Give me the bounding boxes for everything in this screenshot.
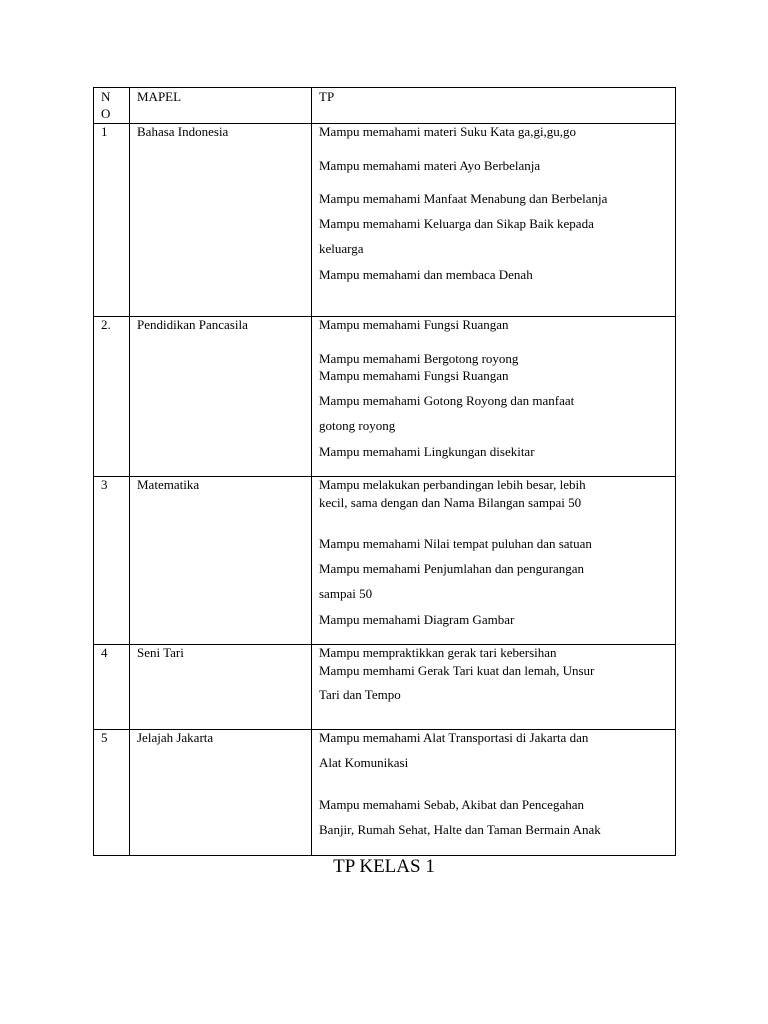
tp-line: sampai 50 [319, 586, 373, 601]
row-no-text: 2. [101, 317, 111, 332]
table-row [94, 124, 676, 317]
tp-line: Mampu mempraktikkan gerak tari kebersihan [319, 645, 557, 660]
tp-line: Mampu memahami Manfaat Menabung dan Berbelanja [319, 191, 608, 206]
table-row [94, 730, 676, 856]
tp-line: Mampu memhami Gerak Tari kuat dan lemah, Unsur [319, 662, 595, 678]
tp-line: Mampu memahami Fungsi Ruangan [319, 317, 509, 332]
row-no [94, 730, 130, 856]
tp-line: Mampu memahami Bergotong royong [319, 350, 519, 366]
tp-line: Mampu memahami Lingkungan disekitar [319, 443, 535, 459]
row-no-text: 1 [101, 124, 108, 139]
tp-line: Banjir, Rumah Sehat, Halte dan Taman Bermain Anak [319, 821, 601, 837]
row-tp [312, 645, 676, 730]
row-mapel [130, 645, 312, 730]
tp-line: keluarga [319, 241, 364, 256]
tp-line: Mampu memahami Gotong Royong dan manfaat [319, 392, 575, 408]
tp-line: kecil, sama dengan dan Nama Bilangan sampai 50 [319, 494, 582, 510]
header-tp [312, 88, 676, 124]
row-no [94, 477, 130, 645]
row-tp [312, 124, 676, 317]
row-mapel-text: Seni Tari [137, 645, 184, 660]
tp-line: Mampu memahami Nilai tempat puluhan dan satuan [319, 536, 592, 551]
table-row [94, 645, 676, 730]
tp-line: Tari dan Tempo [319, 687, 401, 702]
row-no-text: 5 [101, 730, 108, 745]
row-mapel-text: Matematika [137, 477, 200, 492]
table-row [94, 317, 676, 477]
header-mapel-label: MAPEL [137, 89, 182, 104]
tp-line: Mampu memahami materi Ayo Berbelanja [319, 157, 541, 173]
table-row [94, 477, 676, 645]
row-tp [312, 477, 676, 645]
row-no-text: 3 [101, 477, 108, 492]
tp-line: Mampu melakukan perbandingan lebih besar, lebih [319, 477, 586, 492]
row-tp [312, 730, 676, 856]
row-mapel-text: Bahasa Indonesia [137, 124, 229, 139]
row-mapel [130, 477, 312, 645]
tp-table [93, 87, 676, 856]
tp-line: Alat Komunikasi [319, 754, 409, 770]
row-no [94, 645, 130, 730]
header-no [94, 88, 130, 124]
row-mapel [130, 317, 312, 477]
tp-line: Mampu memahami Diagram Gambar [319, 611, 515, 627]
header-tp-label: TP [319, 89, 335, 104]
row-tp [312, 317, 676, 477]
row-mapel-text: Jelajah Jakarta [137, 730, 214, 745]
tp-line: Mampu memahami Keluarga dan Sikap Baik kepada [319, 215, 594, 231]
header-mapel [130, 88, 312, 124]
tp-line: Mampu memahami materi Suku Kata ga,gi,gu,go [319, 124, 577, 139]
tp-line: Mampu memahami Alat Transportasi di Jakarta dan [319, 730, 589, 745]
table-header-row [94, 88, 676, 124]
tp-line: Mampu memahami Penjumlahan dan pengurangan [319, 560, 584, 576]
row-no-text: 4 [101, 645, 108, 660]
tp-line: Mampu memahami Fungsi Ruangan [319, 368, 509, 383]
row-mapel [130, 124, 312, 317]
header-no-label: NO [101, 89, 111, 121]
tp-line: Mampu memahami dan membaca Denah [319, 266, 533, 282]
row-mapel [130, 730, 312, 856]
row-no [94, 317, 130, 477]
tp-line: gotong royong [319, 418, 396, 433]
tp-line: Mampu memahami Sebab, Akibat dan Pencegahan [319, 797, 584, 812]
row-mapel-text: Pendidikan Pancasila [137, 317, 248, 332]
page-title: TP KELAS 1 [333, 856, 435, 877]
row-no [94, 124, 130, 317]
